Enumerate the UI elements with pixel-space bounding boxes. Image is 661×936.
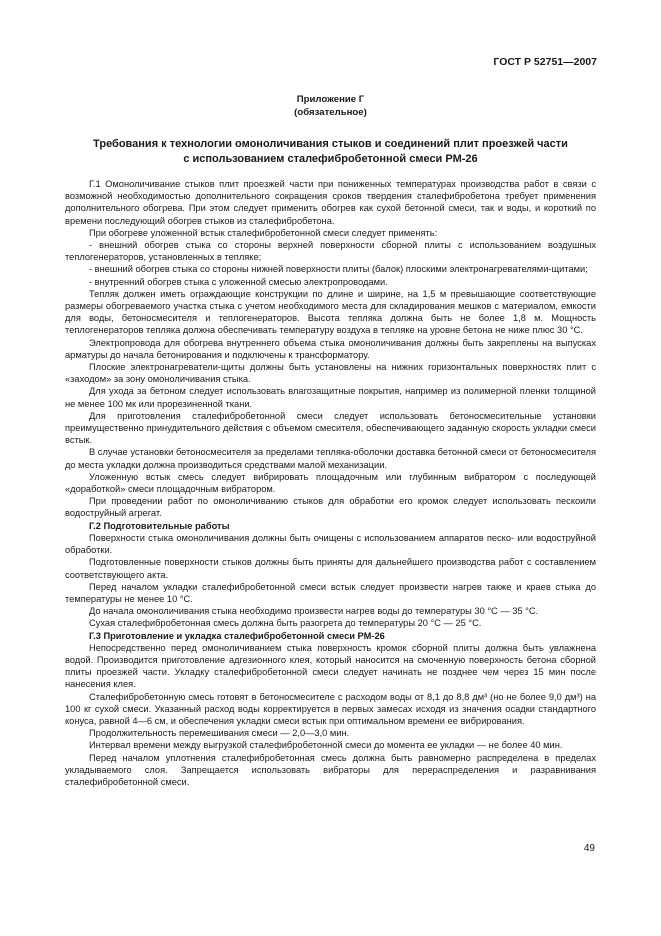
body-paragraph: Перед началом уплотнения сталефибробетонная смесь должна быть равномерно распределена в пределах укладываемого слоя. Запрещается использовать вибраторы для перераспределения и разравнивания сталефибробетонной смеси. xyxy=(65,752,596,787)
document-body xyxy=(65,178,596,788)
annex-status: (обязательное) xyxy=(294,106,367,118)
body-paragraph: Сухая сталефибробетонная смесь должна быть разогрета до температуры 20 °С — 25 °С. xyxy=(89,618,482,629)
body-paragraph: При проведении работ по омоноличиванию стыков для обработки его кромок следует использовать пескоили водоструйный агрегат. xyxy=(65,496,596,519)
body-paragraph: Интервал времени между выгрузкой сталефибробетонной смеси до момента ее укладки — не более 40 мин. xyxy=(89,740,563,751)
body-paragraph: Уложенную встык смесь следует вибрировать площадочным или глубинным вибратором с последующей «доработкой» смеси площадочным вибратором. xyxy=(65,471,596,495)
body-paragraph: Подготовленные поверхности стыков должны быть приняты для дальнейшего производства работ с составлением соответствующего акта. xyxy=(65,557,596,580)
standard-number: ГОСТ Р 52751—2007 xyxy=(493,56,597,68)
section-heading: Г.2 Подготовительные работы xyxy=(89,520,230,531)
annex-main-title xyxy=(70,137,591,167)
title-line: с использованием сталефибробетонной смеси РМ-26 xyxy=(183,153,478,165)
body-paragraph: Плоские электронагреватели-щиты должны быть установлены на нижних горизонтальных поверхностях плит с «заходом» за зону омоноличивания стыка. xyxy=(65,362,596,385)
body-paragraph: Тепляк должен иметь ограждающие конструкции по длине и ширине, на 1,5 м превышающие соответствующие размеры обогреваемого участка стыка с учетом необходимого места для складирования мешков с материалом, емкости для воды, бетоносмесителя и теплогенераторов. Высота тепляка должна быть не более 1,8 м. Мощность теплогенераторов тепляка должна обеспечивать температуру воздуха в тепляке на уровне бетона не ниже плюс 30 °С. xyxy=(65,288,596,336)
section-heading: Г.3 Приготовление и укладка сталефибробетонной смеси РМ-26 xyxy=(89,630,385,641)
page-number: 49 xyxy=(583,843,595,854)
body-paragraph: - внутренний обогрев стыка с уложенной смесью электропроводами. xyxy=(89,276,388,287)
body-paragraph: Г.1 Омоноличивание стыков плит проезжей части при пониженных температурах производства работ в связи с возможной необходимостью дополнительного сокращения сроков твердения сталефибробетона требует применения дополнительного обогрева. При этом следует применить обогрев как сухой бетонной смеси, так и воды, и короткий по времени последующий обогрев стыков из сталефибробетона. xyxy=(65,179,596,226)
body-paragraph: Сталефибробетонную смесь готовят в бетоносмесителе с расходом воды от 8,1 до 8,8 дм³ (но не более 9,0 дм³) на 100 кг сухой смеси. Указанный расход воды корректируется в первых замесах исходя из значения осадки стандартного конуса, равной 4—6 см, и обеспечения укладки смеси встык при оптимальном времени ее вибрирования. xyxy=(65,691,596,726)
body-paragraph: Перед началом укладки сталефибробетонной смеси встык следует произвести нагрев также и краев стыка до температуры не менее 10 °С. xyxy=(65,581,596,604)
body-paragraph: Для ухода за бетоном следует использовать влагозащитные покрытия, например из полимерной пленки толщиной не менее 100 мк или прорезиненной ткани. xyxy=(65,386,596,409)
body-paragraph: Для приготовления сталефибробетонной смеси следует использовать бетоносмесительные установки преимущественно принудительного действия с объемом смесителя, обеспечивающего заданную скорость укладки смеси встык. xyxy=(65,410,596,446)
body-paragraph: - внешний обогрев стыка со стороны нижней поверхности плиты (балок) плоскими электронагревателями-щитами; xyxy=(89,264,588,275)
annex-title: Приложение Г xyxy=(296,94,365,105)
body-paragraph: Электропровода для обогрева внутреннего объема стыка омоноличивания должны быть закреплены на выпусках арматуры до начала бетонирования и подключены к трансформатору. xyxy=(65,337,596,360)
body-paragraph: - внешний обогрев стыка со стороны верхней поверхности сборной плиты с использованием воздушных теплогенераторов, установленных в тепляке; xyxy=(65,240,596,263)
body-paragraph: Продолжительность перемешивания смеси — 2,0—3,0 мин. xyxy=(89,728,350,739)
annex-heading xyxy=(0,94,661,119)
title-line: Требования к технологии омоноличивания стыков и соединений плит проезжей части xyxy=(93,138,568,150)
body-paragraph: Поверхности стыка омоноличивания должны быть очищены с использованием аппаратов песко- или водоструйной обработки. xyxy=(65,532,596,556)
body-paragraph: До начала омоноличивания стыка необходимо произвести нагрев воды до температуры 30 °С — 35 °С. xyxy=(89,606,539,617)
body-paragraph: В случае установки бетоносмесителя за пределами тепляка-оболочки доставка бетонной смеси от бетоносмесителя до места укладки должна производиться средствами малой механизации. xyxy=(65,447,596,470)
body-paragraph: Непосредственно перед омоноличиванием стыка поверхность кромок сборной плиты должна быть увлажнена водой. Производится приготовление адгезионного клея, который наносится на смоченную поверхность бетона сборной плиты проезжей части. Укладку сталефибробетонной смеси следует начинать не позднее чем через 15 мин после нанесения клея. xyxy=(65,642,596,690)
body-paragraph: При обогреве уложенной встык сталефибробетонной смеси следует применять: xyxy=(89,227,438,238)
